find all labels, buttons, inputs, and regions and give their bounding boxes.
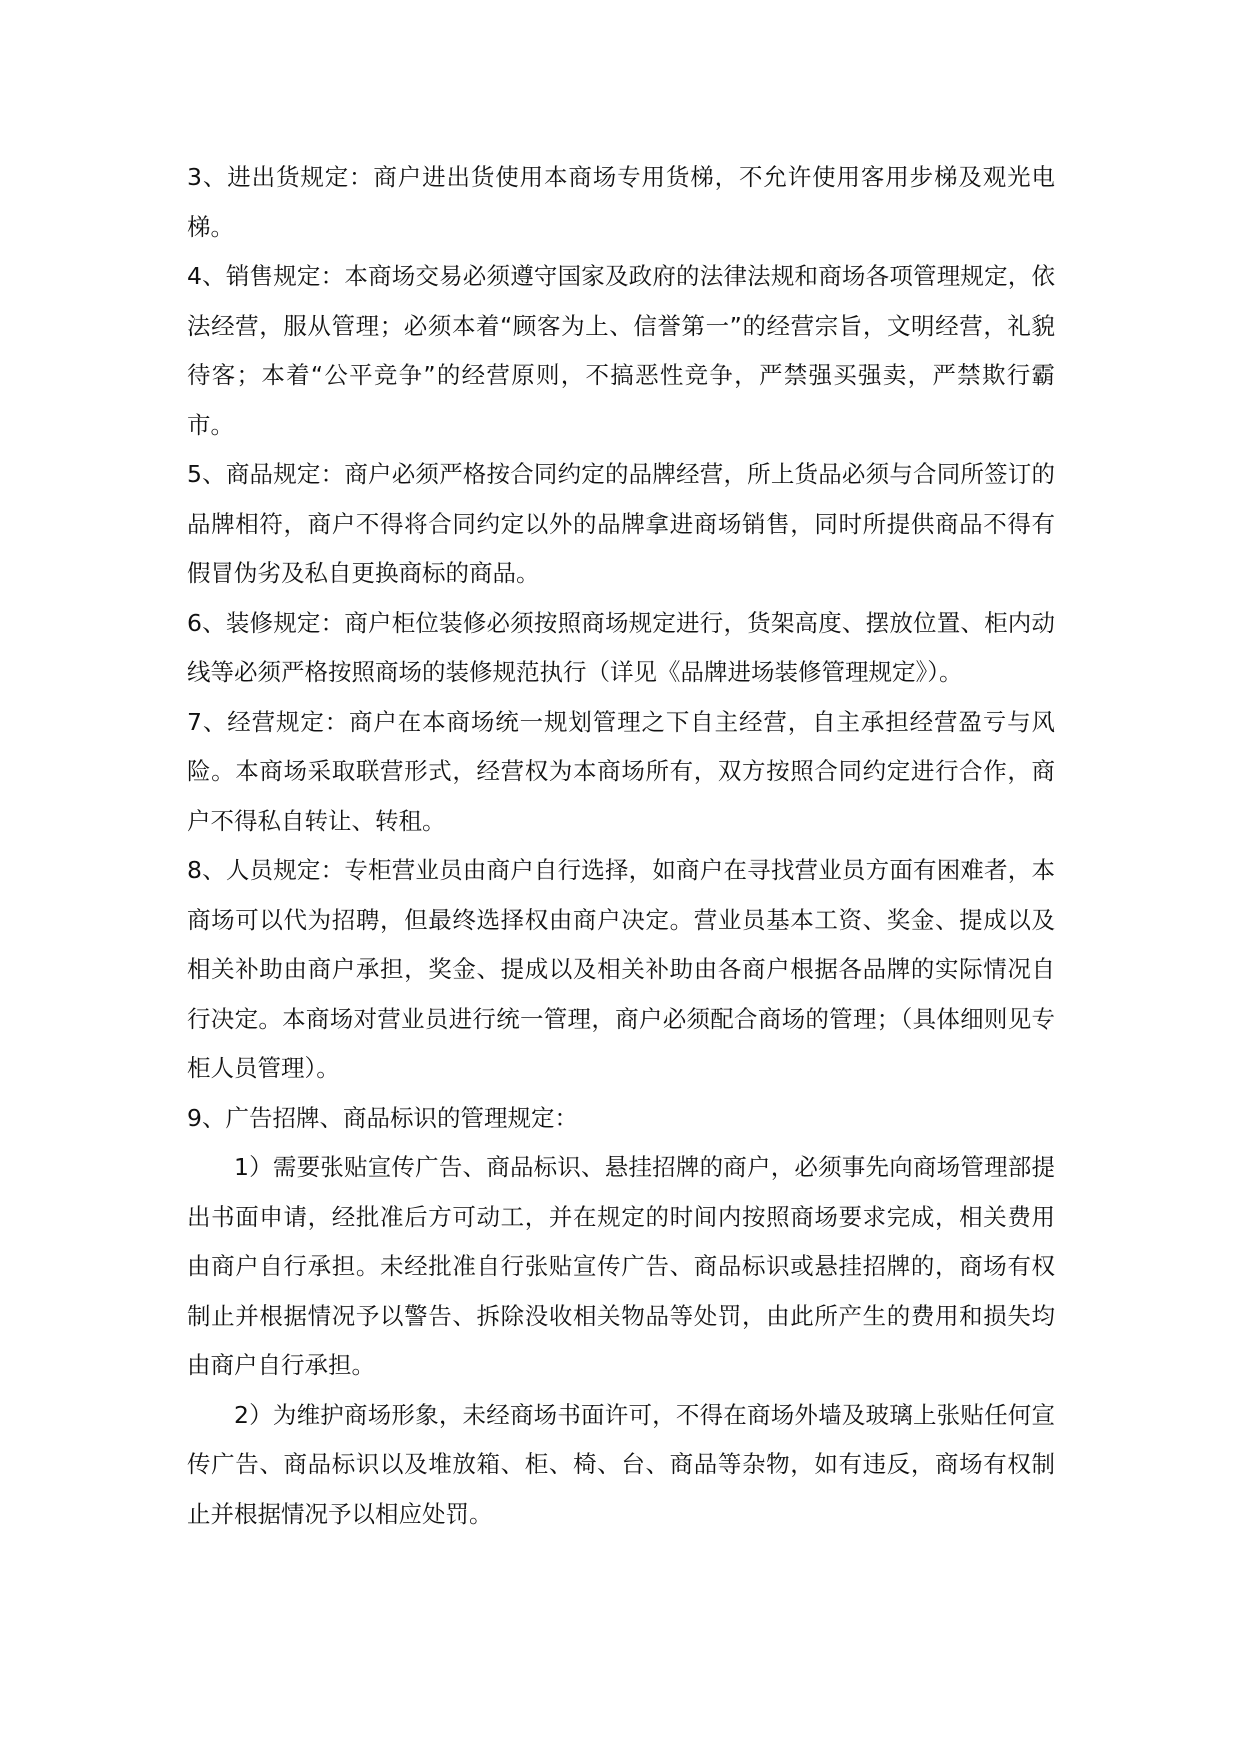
rule-6-paragraph: 6、装修规定：商户柜位装修必须按照商场规定进行，货架高度、摆放位置、柜内动线等必须严格按照商场的装修规范执行（详见《品牌进场装修管理规定》）。 [187, 608, 1055, 686]
rule-8-paragraph: 8、人员规定：专柜营业员由商户自行选择，如商户在寻找营业员方面有困难者，本商场可以代为招聘，但最终选择权由商户决定。营业员基本工资、奖金、提成以及相关补助由商户承担，奖金、提成以及相关补助由各商户根据各品牌的实际情况自行决定。本商场对营业员进行统一管理，商户必须配合商场的管理；（具体细则见专柜人员管理）。 [187, 856, 1055, 1082]
rule-9-item-2: 2）为维护商场形象，未经商场书面许可，不得在商场外墙及玻璃上张贴任何宣传广告、商品标识以及堆放箱、柜、椅、台、商品等杂物，如有违反，商场有权制止并根据情况予以相应处罚。 [187, 1400, 1055, 1528]
rule-5-paragraph: 5、商品规定：商户必须严格按合同约定的品牌经营，所上货品必须与合同所签订的品牌相符，商户不得将合同约定以外的品牌拿进商场销售，同时所提供商品不得有假冒伪劣及私自更换商标的商品。 [187, 460, 1055, 587]
rule-3-paragraph: 3、进出货规定：商户进出货使用本商场专用货梯，不允许使用客用步梯及观光电梯。 [187, 163, 1055, 241]
document-body [187, 153, 1055, 1539]
rule-4-paragraph: 4、销售规定：本商场交易必须遵守国家及政府的法律法规和商场各项管理规定，依法经营，服从管理；必须本着“顾客为上、信誉第一”的经营宗旨，文明经营，礼貌待客；本着“公平竞争”的经营原则，不搞恶性竞争，严禁强买强卖，严禁欺行霸市。 [187, 262, 1055, 439]
rule-9-heading: 9、广告招牌、商品标识的管理规定： [187, 1103, 578, 1132]
rule-9-item-1: 1）需要张贴宣传广告、商品标识、悬挂招牌的商户，必须事先向商场管理部提出书面申请，经批准后方可动工，并在规定的时间内按照商场要求完成，相关费用由商户自行承担。未经批准自行张贴宣传广告、商品标识或悬挂招牌的，商场有权制止并根据情况予以警告、拆除没收相关物品等处罚，由此所产生的费用和损失均由商户自行承担。 [187, 1153, 1055, 1379]
rule-7-paragraph: 7、经营规定：商户在本商场统一规划管理之下自主经营，自主承担经营盈亏与风险。本商场采取联营形式，经营权为本商场所有，双方按照合同约定进行合作，商户不得私自转让、转租。 [187, 707, 1055, 835]
